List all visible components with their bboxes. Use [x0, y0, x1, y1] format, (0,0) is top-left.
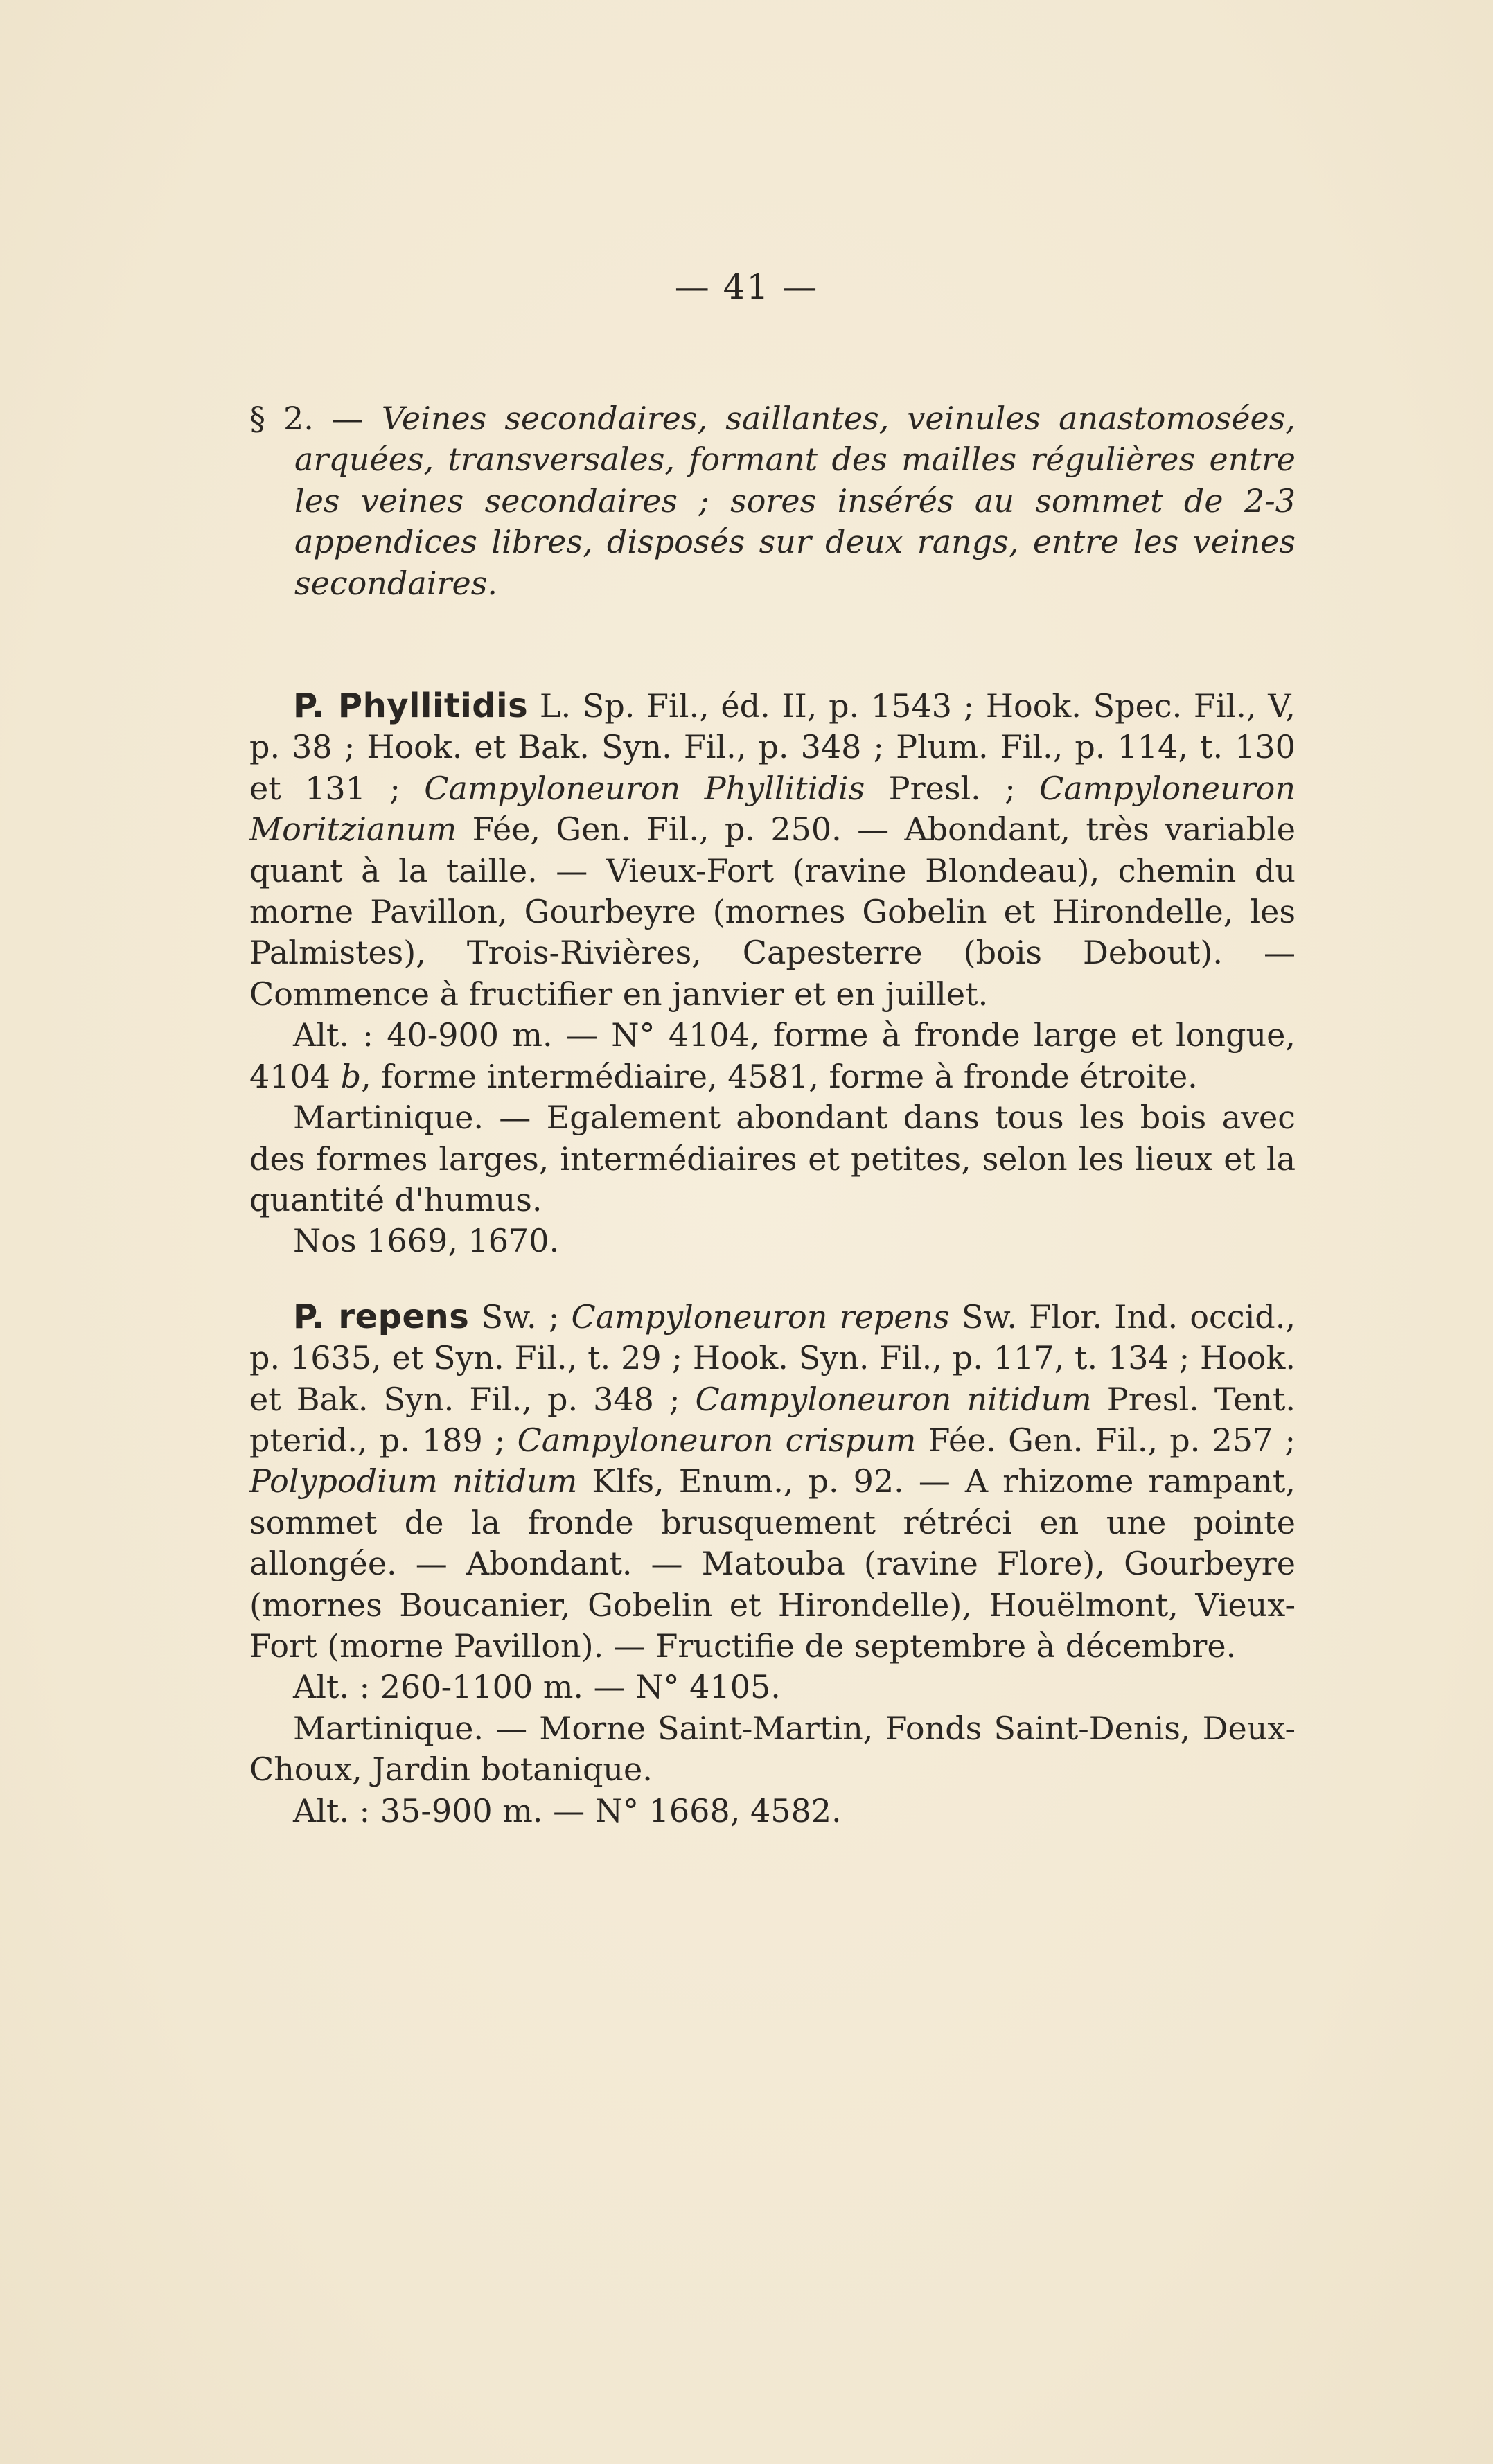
altitude-line: [249, 1015, 1296, 1097]
entry-repens: [249, 1297, 1296, 1667]
specimen-numbers: Nos 1669, 1670.: [293, 1222, 560, 1260]
synonym: Campyloneuron nitidum: [695, 1380, 1092, 1418]
section-mark: § 2. —: [249, 400, 364, 437]
martinique-paragraph: Martinique. — Egalement abondant dans tous les bois avec des formes larges, intermédiaires et petites, selon les lieux et la quantité d'humus.: [249, 1099, 1296, 1218]
references: L. Sp. Fil., éd. II, p. 1543 ; Hook. Spec. Fil., V, p. 38 ; Hook. et Bak. Syn. Fil., p. 348 ; Plum. Fil., p. 114, t. 130 et 131 ;: [249, 687, 1296, 807]
entry-phyllitidis: [249, 686, 1296, 1015]
references: Presl. ;: [865, 769, 1040, 807]
references: Sw. ;: [469, 1297, 572, 1336]
synonym: Polypodium nitidum: [249, 1462, 578, 1500]
page-number: — 41 —: [674, 267, 819, 307]
references: Sw. Flor. Ind. occid., p. 1635, et Syn. Fil., t. 29 ; Hook. Syn. Fil., p. 117, t. 134 ; Hook. et Bak. Syn. Fil., p. 348 ;: [249, 1297, 1296, 1418]
synonym: Campyloneuron Moritzianum: [249, 769, 1296, 849]
variant-letter: b: [340, 1057, 362, 1095]
body-text: [249, 398, 1296, 1832]
synonym: Campyloneuron Phyllitidis: [424, 769, 865, 807]
section-text: Veines secondaires, saillantes, veinules anastomosées, arquées, transversales, formant des mailles régulières entre les veines secondaires ; sores insérés au sommet de 2-3 appendices libres, disposés sur deux rangs, entre les veines secondaires.: [294, 400, 1296, 602]
species-name: P. repens: [293, 1297, 470, 1336]
references: Presl. Tent. pterid., p. 189 ;: [249, 1380, 1296, 1459]
altitude-text: Alt. : 40-900 m. — N° 4104, forme à fronde large et longue, 4104: [249, 1016, 1296, 1095]
description: Klfs, Enum., p. 92. — A rhizome rampant, sommet de la fronde brusquement rétréci en une pointe allongée. — Abondant. — Matouba (ravine Flore), Gourbeyre (mornes Boucanier, Gobelin et Hirondelle), Houëlmont, Vieux-Fort (morne Pavillon). — Fructifie de septembre à décembre.: [249, 1462, 1296, 1665]
altitude-line: Alt. : 260-1100 m. — N° 4105.: [293, 1668, 781, 1706]
synonym: Campyloneuron repens: [571, 1297, 950, 1336]
synonym: Campyloneuron crispum: [517, 1421, 917, 1459]
description: Fée, Gen. Fil., p. 250. — Abondant, très variable quant à la taille. — Vieux-Fort (ravine Blondeau), chemin du morne Pavillon, Gourbeyre (mornes Gobelin et Hirondelle, les Palmistes), Trois-Rivières, Capesterre (bois Debout). — Commence à fructifier en janvier et en juillet.: [249, 810, 1296, 1013]
altitude-line: Alt. : 35-900 m. — N° 1668, 4582.: [293, 1791, 842, 1829]
references: Fée. Gen. Fil., p. 257 ;: [916, 1421, 1296, 1459]
species-name: P. Phyllitidis: [293, 686, 529, 726]
martinique-paragraph: Martinique. — Morne Saint-Martin, Fonds Saint-Denis, Deux-Choux, Jardin botanique.: [249, 1709, 1296, 1789]
altitude-text-cont: , forme intermédiaire, 4581, forme à fronde étroite.: [361, 1057, 1198, 1095]
section-heading: [249, 398, 1296, 604]
